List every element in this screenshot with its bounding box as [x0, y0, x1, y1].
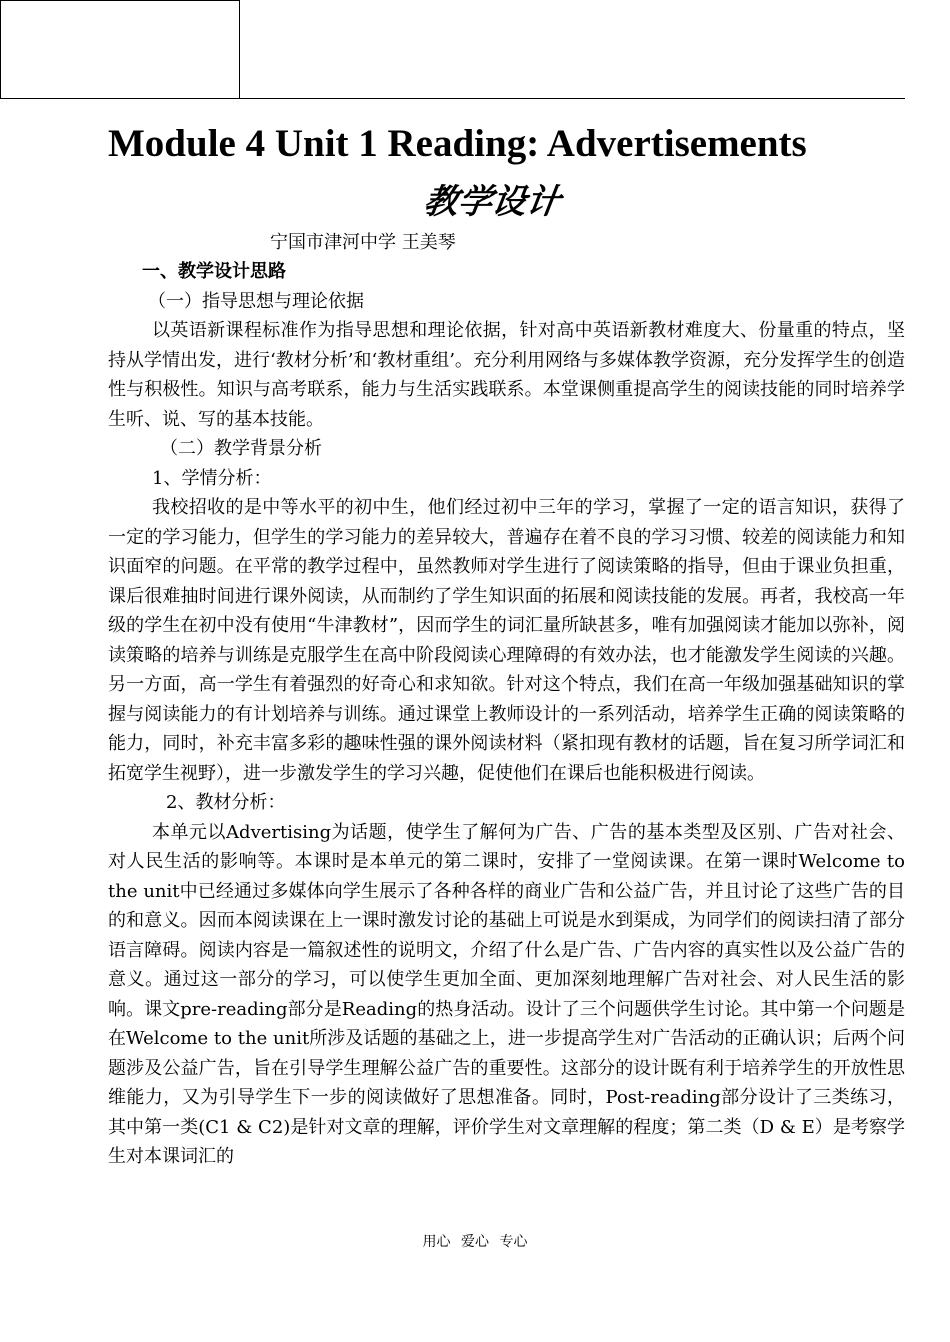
paragraph: 以英语新课程标准作为指导思想和理论依据，针对高中英语新教材难度大、份量重的特点，坚持从学情出发，进行‘教材分析’和‘教材重组’。充分利用网络与多媒体教学资源，充分发挥学生的创造性与积极性。知识与高考联系，能力与生活实践联系。本堂课侧重提高学生的阅读技能的同时培养学生听、说、写的基本技能。 [108, 320, 905, 430]
author-line: 宁国市津河中学 王美琴 [270, 232, 456, 253]
item-title: 2、教材分析： [166, 792, 286, 813]
paragraph: 我校招收的是中等水平的初中生，他们经过初中三年的学习，掌握了一定的语言知识，获得了一定的学习能力，但学生的学习能力的差异较大，普遍存在着不良的学习习惯、较差的阅读能力和知识面窄的问题。在平常的教学过程中，虽然教师对学生进行了阅读策略的指导，但由于课业负担重，课后很难抽时间进行课外阅读，从而制约了学生知识面的拓展和阅读技能的发展。再者，我校高一年级的学生在初中没有使用“牛津教材”，因而学生的词汇量所缺甚多，唯有加强阅读才能加以弥补，阅读策略的培养与训练是克服学生在高中阶段阅读心理障碍的有效办法，也才能激发学生阅读的兴趣。另一方面，高一学生有着强烈的好奇心和求知欲。针对这个特点，我们在高一年级加强基础知识的掌握与阅读能力的有计划培养与训练。通过课堂上教师设计的一系列活动，培养学生正确的阅读策略的能力，同时，补充丰富多彩的趣味性强的课外阅读材料（紧扣现有教材的话题，旨在复习所学词汇和拓宽学生视野），进一步激发学生的学习兴趣，促使他们在课后也能积极进行阅读。 [108, 497, 905, 784]
header-box [0, 0, 240, 99]
section-heading: 一、教学设计思路 [142, 261, 286, 282]
header-rule [240, 98, 905, 99]
page-footer: 用心 爱心 专心 [422, 1234, 528, 1250]
document-body [108, 257, 905, 1172]
subsection-title: （一）指导思想与理论依据 [148, 290, 364, 312]
paragraph: 本单元以Advertising为话题，使学生了解何为广告、广告的基本类型及区别、广告对社会、对人民生活的影响等。本课时是本单元的第二课时，安排了一堂阅读课。在第一课时Welcome to the unit中已经通过多媒体向学生展示了各种各样的商业广告和公益广告，并且讨论了这些广告的目的和意义。因而本阅读课在上一课时激发讨论的基础上可说是水到渠成，为同学们的阅读扫清了部分语言障碍。阅读内容是一篇叙述性的说明文，介绍了什么是广告、广告内容的真实性以及公益广告的意义。通过这一部分的学习，可以使学生更加全面、更加深刻地理解广告对社会、对人民生活的影响。课文pre-reading部分是Reading的热身活动。设计了三个问题供学生讨论。其中第一个问题是在Welcome to the unit所涉及话题的基础之上，进一步提高学生对广告活动的正确认识；后两个问题涉及公益广告，旨在引导学生理解公益广告的重要性。这部分的设计既有利于培养学生的开放性思维能力，又为引导学生下一步的阅读做好了思想准备。同时，Post-reading部分设计了三类练习，其中第一类(C1 & C2)是针对文章的理解，评价学生对文章理解的程度；第二类（D & E）是考察学生对本课词汇的 [108, 821, 905, 1167]
item-title: 1、学情分析： [152, 467, 272, 489]
subsection-title: （二）教学背景分析 [160, 438, 322, 459]
title-english: Module 4 Unit 1 Reading: Advertisements [108, 122, 807, 165]
title-chinese: 教学设计 [421, 182, 563, 222]
